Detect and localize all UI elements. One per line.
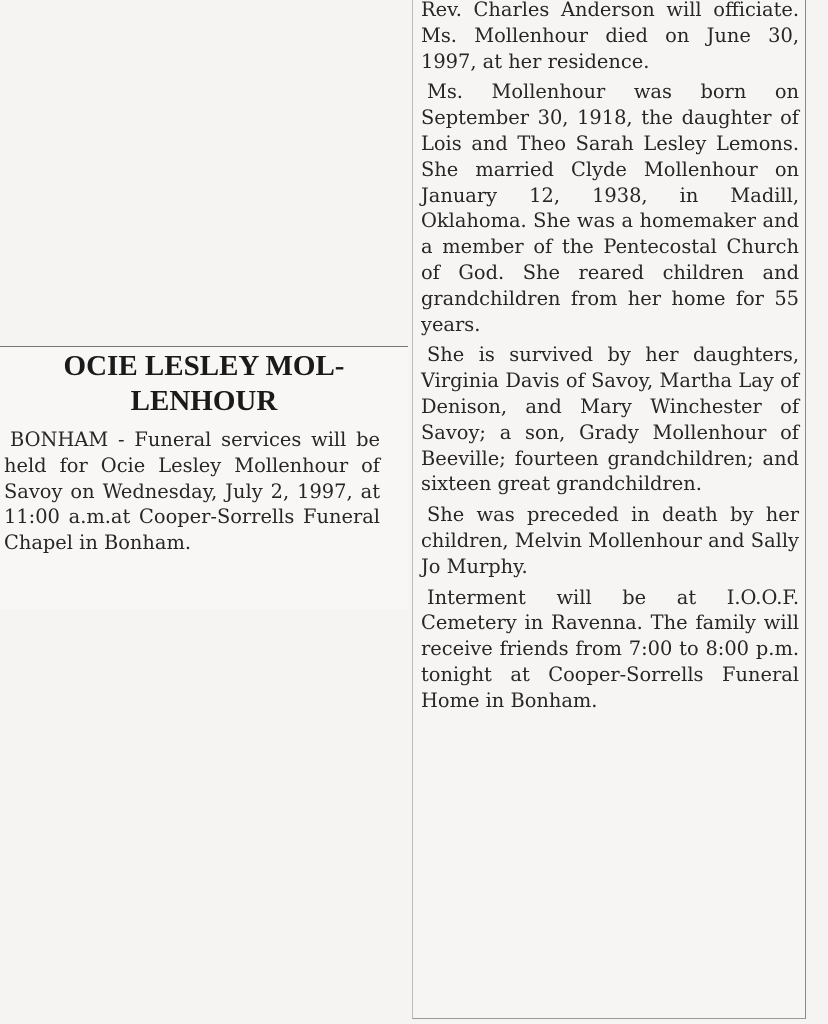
paragraph-preceded: She was preceded in death by her children, Melvin Mollenhour and Sally Jo Murphy.: [421, 503, 799, 578]
paragraph-officiant: Rev. Charles Anderson will officiate. Ms. Mollenhour died on June 30, 1997, at her residence.: [421, 0, 799, 73]
right-column-text: [421, 0, 799, 719]
paragraph-interment: Interment will be at I.O.O.F. Cemetery in Ravenna. The family will receive friends from 7:00 to 8:00 p.m. tonight at Cooper-Sorrells Funeral Home in Bonham.: [421, 585, 799, 712]
paragraph-biography: Ms. Mollenhour was born on September 30, 1918, the daughter of Lois and Theo Sarah Lesley Lemons. She married Clyde Mollenhour on January 12, 1938, in Madill, Oklahoma. She was a homemaker and a member of the Pentecostal Church of God. She reared children and grandchildren from her home for 55 years.: [421, 80, 799, 336]
right-clipping: [412, 0, 806, 1019]
obituary-headline: OCIE LESLEY MOL-LENHOUR: [63, 350, 345, 417]
left-clipping: [0, 346, 408, 609]
paragraph-survivors: She is survived by her daughters, Virginia Davis of Savoy, Martha Lay of Denison, and Mary Winchester of Savoy; a son, Grady Mollenhour of Beeville; fourteen grandchildren; and sixteen great grandchildren.: [421, 343, 799, 496]
left-column-text: [4, 427, 380, 556]
paragraph-funeral-services: BONHAM - Funeral services will be held for Ocie Lesley Mollenhour of Savoy on Wednesday, July 2, 1997, at 11:00 a.m.at Cooper-Sorrells Funeral Chapel in Bonham.: [4, 428, 380, 555]
